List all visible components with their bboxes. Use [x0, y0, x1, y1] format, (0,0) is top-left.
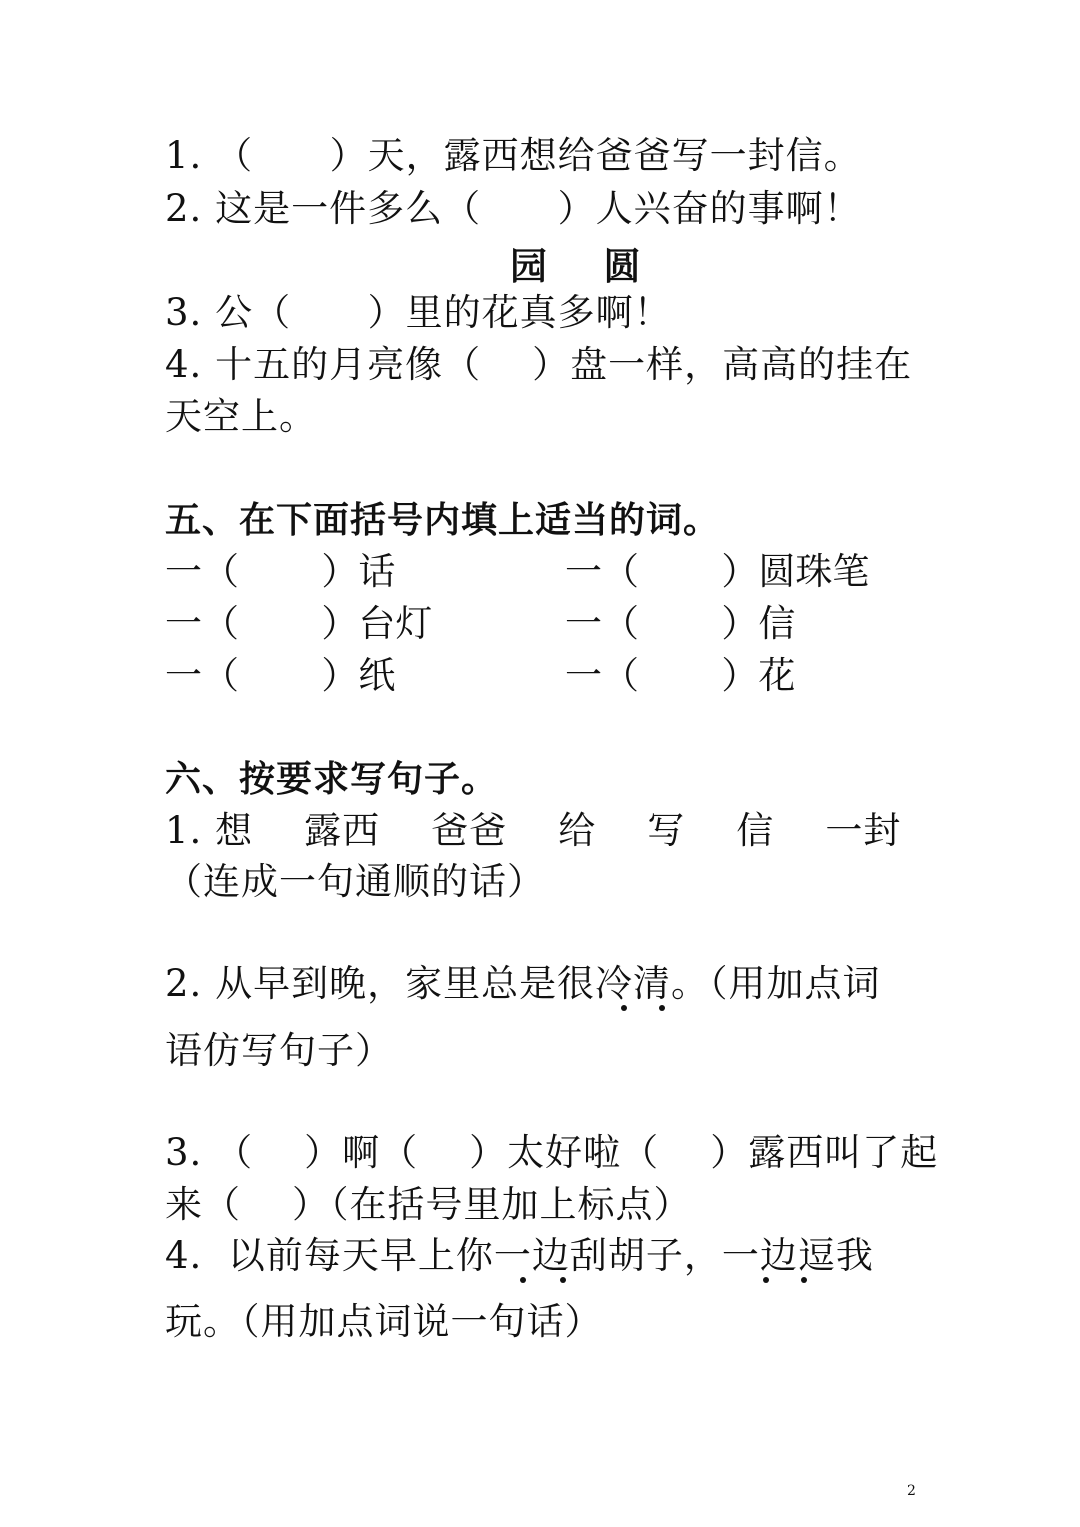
question-4-2: 2. 这是一件多么（ ）人兴奋的事啊！ [165, 187, 862, 230]
question-6-4-line1: 4. 以前每天早上你一边刮胡子，一边逗我 [165, 1234, 874, 1277]
fill-row-right-2: 一（ ）信 [565, 602, 796, 645]
question-6-1-line2: （连成一句通顺的话） [165, 860, 545, 903]
emphasis-dot [560, 1277, 566, 1283]
fill-row-left-3: 一（ ）纸 [165, 654, 396, 697]
fill-row-left-2: 一（ ）台灯 [165, 602, 433, 645]
question-6-1-line1: 1. 想 露西 爸爸 给 写 信 一封 [165, 809, 902, 852]
emphasis-dot [621, 1005, 627, 1011]
question-6-2-line2: 语仿写句子） [165, 1029, 393, 1072]
question-6-4-line2: 玩。（用加点词说一句话） [165, 1300, 603, 1343]
question-6-3-line2: 来（ ）（在括号里加上标点） [165, 1183, 692, 1226]
emphasis-dot [520, 1277, 526, 1283]
question-4-4-line1: 4. 十五的月亮像（ ）盘一样，高高的挂在 [165, 343, 913, 386]
question-6-2-line1: 2. 从早到晚，家里总是很冷清。（用加点词 [165, 962, 881, 1005]
section-five-title: 五、在下面括号内填上适当的词。 [165, 500, 721, 541]
emphasis-dot [659, 1005, 665, 1011]
question-4-4-line2: 天空上。 [165, 395, 317, 438]
character-choice-pair: 园 圆 [510, 244, 642, 288]
fill-row-left-1: 一（ ）话 [165, 550, 396, 593]
question-6-3-line1: 3. （ ）啊（ ）太好啦（ ）露西叫了起 [165, 1131, 939, 1174]
fill-row-right-1: 一（ ）圆珠笔 [565, 550, 870, 593]
question-4-3: 3. 公（ ）里的花真多啊！ [165, 291, 672, 334]
page-number: 2 [907, 1483, 916, 1499]
emphasis-dot [763, 1277, 769, 1283]
emphasis-dot [801, 1277, 807, 1283]
fill-row-right-3: 一（ ）花 [565, 654, 796, 697]
question-4-1: 1. （ ）天，露西想给爸爸写一封信。 [165, 134, 862, 177]
section-six-title: 六、按要求写句子。 [165, 759, 499, 800]
